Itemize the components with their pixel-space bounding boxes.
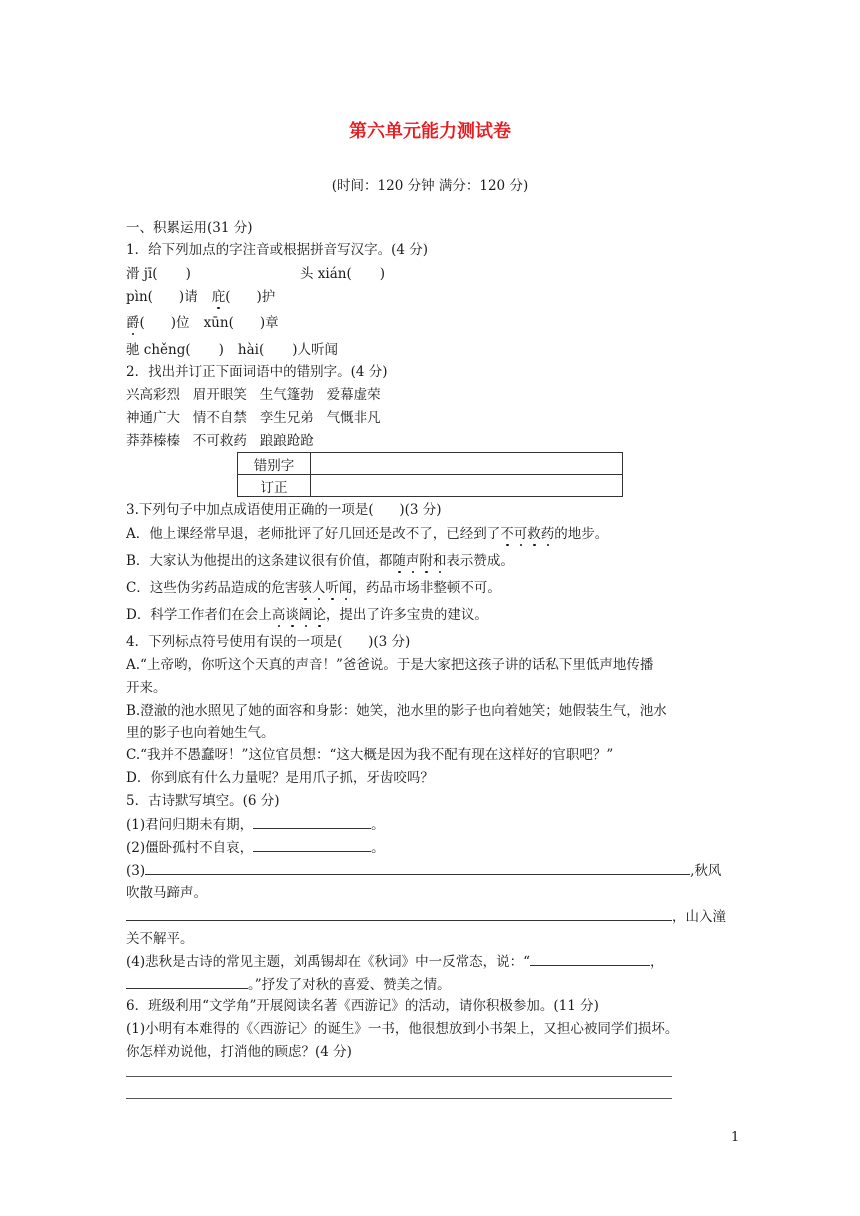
q5-item4-line2 bbox=[126, 974, 451, 995]
dotted-char: 救 bbox=[527, 526, 541, 542]
q4-option-d: D．你到底有什么力量呢？是用爪子抓，牙齿咬吗？ bbox=[126, 770, 434, 786]
option-text: C．这些伪劣药品造成的危害 bbox=[126, 580, 299, 596]
q1-stem: 1．给下列加点的字注音或根据拼音写汉字。(4 分) bbox=[126, 242, 429, 258]
q1-item: )章 bbox=[259, 315, 279, 331]
q5-item3-line3 bbox=[126, 906, 726, 927]
dotted-char: 附 bbox=[419, 553, 433, 569]
answer-blank[interactable] bbox=[126, 974, 248, 989]
q1-item: 驰 chěng( bbox=[126, 342, 191, 358]
page-title: 第六单元能力测试卷 bbox=[349, 121, 511, 142]
q5-stem: 5．古诗默写填空。(6 分) bbox=[126, 793, 280, 809]
q6-sub1-line1: (1)小明有本难得的《〈西游记〉的诞生》一书，他很想放到小书架上，又担心被同学们损坏。 bbox=[126, 1021, 679, 1037]
dotted-char: 论 bbox=[312, 607, 326, 623]
q1-item: ) bbox=[379, 266, 386, 282]
q4-option-a-line2: 开来。 bbox=[126, 680, 167, 696]
dotted-char: 随 bbox=[392, 553, 406, 569]
option-text: B．大家认为他提出的这条建议很有价值，都 bbox=[126, 553, 393, 569]
table-header-wrong: 错别字 bbox=[238, 453, 311, 475]
q1-row4 bbox=[126, 340, 338, 360]
q1-item: ) bbox=[218, 342, 224, 358]
q3-option-d bbox=[126, 605, 488, 625]
q1-item: 滑 jī( bbox=[126, 266, 158, 282]
dotted-char: 可 bbox=[513, 526, 528, 542]
q3-option-b bbox=[126, 551, 514, 571]
q4-option-b-line1: B.澄澈的池水照见了她的面容和身影：她笑，池水里的影子也向着她笑；她假装生气，池水 bbox=[126, 703, 667, 719]
q1-item: ) bbox=[185, 266, 191, 282]
q1-row1b bbox=[300, 264, 385, 284]
q5-item4 bbox=[126, 951, 664, 972]
q1-item: hài( bbox=[237, 342, 265, 358]
option-text: D．科学工作者们在会上 bbox=[126, 607, 272, 623]
section-heading: 一、积累运用(31 分) bbox=[126, 220, 253, 236]
poem-line: (1)君问归期未有期， bbox=[126, 817, 254, 833]
poem-line: (4)悲秋是古诗的常见主题，刘禹锡却在《秋词》中一反常态，说：“ bbox=[126, 954, 531, 970]
answer-cell-correct[interactable] bbox=[311, 475, 623, 497]
answer-line[interactable] bbox=[126, 1076, 672, 1077]
q5-item3 bbox=[126, 860, 721, 881]
q4-option-a-line1: A.“上帝哟，你听这个天真的声音！”爸爸说。于是大家把这孩子讲的话私下里低声地传播 bbox=[126, 657, 654, 673]
q6-stem: 6．班级利用“文学角”开展阅读名著《西游记》的活动，请你积极参加。(11 分) bbox=[126, 998, 599, 1014]
q1-item: pìn( bbox=[126, 289, 153, 305]
dotted-char: 药 bbox=[540, 526, 555, 542]
answer-blank[interactable] bbox=[530, 951, 650, 966]
q1-row3 bbox=[126, 313, 279, 333]
q4-option-c: C.“我并不愚蠢呀！”这位官员想：“这大概是因为我不配有现在这样好的官职吧？” bbox=[126, 747, 614, 763]
poem-line: 。 bbox=[371, 840, 385, 856]
table-header-correct: 订正 bbox=[238, 475, 311, 497]
q1-item: xūn( bbox=[203, 315, 234, 331]
q1-row2 bbox=[126, 287, 275, 307]
q1-item: )请 bbox=[178, 289, 198, 305]
answer-blank[interactable] bbox=[253, 814, 371, 829]
q1-item: ( bbox=[225, 289, 231, 305]
q2-words-row2: 神通广大 情不自禁 孪生兄弟 气慨非凡 bbox=[126, 410, 381, 426]
option-text: 的地步。 bbox=[554, 526, 609, 542]
answer-blank[interactable] bbox=[253, 837, 371, 852]
q4-stem: 4．下列标点符号使用有误的一项是( )(3 分) bbox=[126, 634, 411, 650]
q1-row1 bbox=[126, 264, 191, 284]
page-number: 1 bbox=[731, 1130, 740, 1145]
q5-item3-line2: 吹散马蹄声。 bbox=[126, 885, 207, 901]
option-text: A．他上课经常早退，老师批评了好几回还是改不了，已经到了 bbox=[126, 526, 501, 542]
answer-blank[interactable] bbox=[145, 860, 690, 875]
q5-item3-line4: 关不解平。 bbox=[126, 931, 194, 947]
dotted-char: 和 bbox=[432, 553, 447, 569]
dotted-char: 阔 bbox=[298, 607, 313, 623]
q5-item1 bbox=[126, 814, 385, 835]
dotted-char: 骇 bbox=[298, 580, 312, 596]
q1-item: 头 xián( bbox=[300, 266, 352, 282]
poem-line: 。 bbox=[371, 817, 385, 833]
q2-words-row3: 莽莽榛榛 不可救药 踉踉跄跄 bbox=[126, 433, 314, 449]
dotted-char: 高 bbox=[271, 607, 286, 623]
answer-blank[interactable] bbox=[126, 906, 672, 921]
q2-words-row1: 兴高彩烈 眉开眼笑 生气篷勃 爱幕虚荣 bbox=[126, 387, 381, 403]
q5-item2 bbox=[126, 837, 385, 858]
q3-option-c bbox=[126, 578, 501, 598]
dotted-char: 不 bbox=[500, 526, 514, 542]
q1-item: ( bbox=[139, 315, 145, 331]
q1-dotted-char: 庇 bbox=[211, 289, 226, 305]
poem-line: (2)僵卧孤村不自哀， bbox=[126, 840, 254, 856]
poem-line: (3) bbox=[126, 863, 146, 879]
option-text: ，提出了许多宝贵的建议。 bbox=[325, 607, 488, 623]
q1-item: )护 bbox=[256, 289, 276, 305]
q1-item: )位 bbox=[170, 315, 190, 331]
answer-line[interactable] bbox=[126, 1098, 672, 1099]
q3-stem: 3.下列句子中加点成语使用正确的一项是( )(3 分) bbox=[126, 502, 442, 518]
dotted-char: 人 bbox=[311, 580, 326, 596]
poem-line: ，山入潼 bbox=[672, 909, 726, 925]
q6-sub1-line2: 你怎样劝说他，打消他的顾虑？(4 分) bbox=[126, 1044, 352, 1060]
q3-option-a bbox=[126, 524, 608, 544]
option-text: ，药品市场非整顿不可。 bbox=[352, 580, 501, 596]
dotted-char: 声 bbox=[405, 553, 420, 569]
q4-option-b-line2: 里的影子也向着她生气。 bbox=[126, 725, 275, 741]
poem-line: ,秋风 bbox=[690, 863, 722, 879]
q1-dotted-char: 爵 bbox=[126, 315, 140, 331]
option-text: 表示赞成。 bbox=[446, 553, 514, 569]
answer-cell-wrong[interactable] bbox=[311, 453, 623, 475]
dotted-char: 闻 bbox=[338, 580, 353, 596]
poem-line: ， bbox=[650, 954, 664, 970]
exam-meta: (时间：120 分钟 满分：120 分) bbox=[331, 178, 529, 194]
correction-table bbox=[237, 452, 623, 497]
poem-line: 。”抒发了对秋的喜爱、赞美之情。 bbox=[248, 977, 451, 993]
q1-item: )人听闻 bbox=[292, 342, 339, 358]
dotted-char: 听 bbox=[325, 580, 339, 596]
dotted-char: 谈 bbox=[285, 607, 299, 623]
q2-stem: 2．找出并订正下面词语中的错别字。(4 分) bbox=[126, 364, 388, 380]
